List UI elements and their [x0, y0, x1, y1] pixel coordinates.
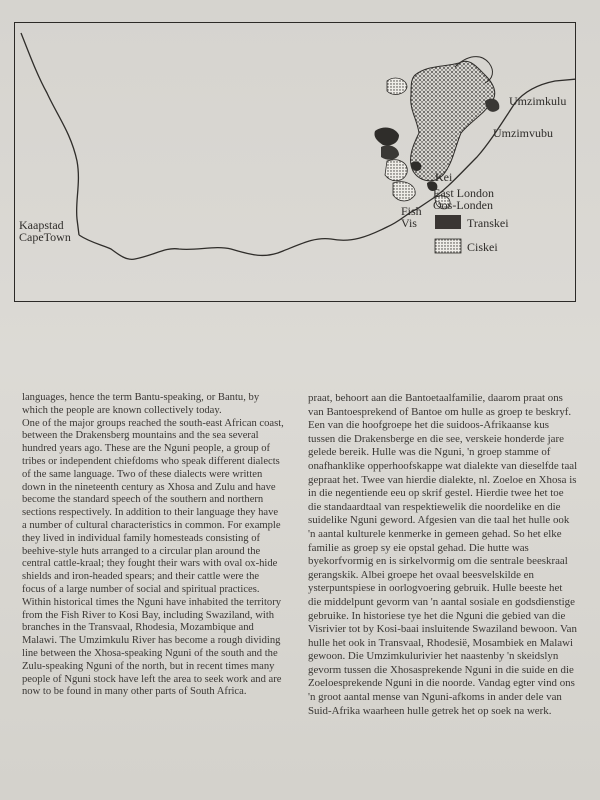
territory-blob — [385, 160, 407, 181]
label-umzimvubu: Umzimvubu — [493, 126, 553, 140]
south-coastline — [79, 79, 576, 259]
territory-blob — [381, 145, 399, 159]
legend-swatch-transkei — [435, 215, 461, 229]
english-paragraph-1: languages, hence the term Bantu-speaking, or Bantu, by which the people are known collectively today. — [22, 392, 260, 416]
legend-swatch-ciskei — [435, 239, 461, 253]
label-east-london: East London — [433, 186, 494, 200]
territory-blob — [485, 99, 499, 112]
map-drawing — [15, 23, 576, 302]
west-coastline — [21, 33, 79, 235]
label-oos-londen: Oos-Londen — [433, 198, 493, 212]
territory-blob — [393, 182, 415, 201]
label-vis: Vis — [401, 216, 417, 230]
label-fish: Fish — [401, 204, 422, 218]
english-paragraph-2: One of the major groups reached the south-east African coast, between the Drakensberg mountains and the sea several hundred years ago. These are the Nguni people, a group of tribes or independent chiefdoms who speak different dialects of the same language. Two of these dialects were written down in the nineteenth century as Xhosa and Zulu and have become the standard speech of the southern and northern sections respectively. In addition to their language they have a number of cultural characteristics in common. For example they lived in individual family homesteads consisting of beehive-style huts arranged to a circular plan around the central cattle-kraal; they fought their wars with oval ox-hide shields and iron-headed spears; and their cattle were the focus of a large number of social and spiritual practices. Within historical times the Nguni have inhabited the territory from the Fish River to Kosi Bay, including Swaziland, with branches in the Transvaal, Rhodesia, Mozambique and Malawi. The Umzimkulu River has become a rough dividing line between the Xhosa-speaking Nguni of the south and the Zulu-speaking Nguni of the north, but in recent times many people of Nguni stock have left the area to seek work and are now to be found in many other parts of South Africa. — [22, 417, 284, 698]
label-umzimkulu: Umzimkulu — [509, 94, 567, 108]
label-kei: Kei — [435, 170, 453, 184]
territory-blob — [387, 78, 407, 94]
afrikaans-paragraph-1: praat, behoort aan die Bantoetaalfamilie, daarom praat ons van Bantoesprekend of Bantoe om hulle as groep te beskryf. Een van die hoofgroepe het die suidoos-Afrikaanse kus tussen die Drakensberge en die see, verskeie honderde jare gelede bereik. Hulle was die Nguni, 'n groep stamme of onafhanklike opperhoofskappe wat dialekte van dieselfde taal gepraat het. Twee van hierdie dialekte, nl. Zoeloe en Xhosa is in die negentiende eeu op skrif gestel. Hierdie twee het toe die standaardtaal van respektiewelik die noordelike en die suidelike Nguni geword. Afgesien van die taal het hulle ook 'n aantal kulturele kenmerke in gemeen gehad. So het elke familie as groep sy eie opstal gehad. Die hutte was byekorfvormig en is sirkelvormig om die sentrale beeskraal gerangskik. Albei groepe het ovaal beesvelskilde en ysterpuntspiese in oorlogvoering gebruik. Hulle beeste het die middelpunt gevorm van 'n aantal sosiale en godsdienstige gebruike. In historiese tye het die Nguni die gebied van die Visrivier tot by Kosi-baai insluitende Swaziland bewoon. Van hulle het ook in Transvaal, Rhodesië, Mosambiek en Malawi gewoon. Die Umzimkulurivier het naastenby 'n skeidslyn gevorm tussen die Xhosasprekende Nguni in die suide en die Zoeloesprekende Nguni in die noorde. Vandag egter vind ons 'n groot aantal mense van Nguni-afkoms in ander dele van Suid-Afrika waarheen hulle getrek het op soek na werk. — [308, 392, 578, 717]
territory-blob — [374, 128, 399, 146]
english-text-column — [22, 392, 284, 699]
northern-territory — [411, 61, 495, 184]
legend-label-transkei: Transkei — [467, 216, 509, 230]
label-kaapstad: Kaapstad — [19, 218, 64, 232]
map-figure — [14, 22, 576, 302]
label-cape-town: CapeTown — [19, 230, 71, 244]
legend-label-ciskei: Ciskei — [467, 240, 498, 254]
afrikaans-text-column — [308, 392, 578, 718]
